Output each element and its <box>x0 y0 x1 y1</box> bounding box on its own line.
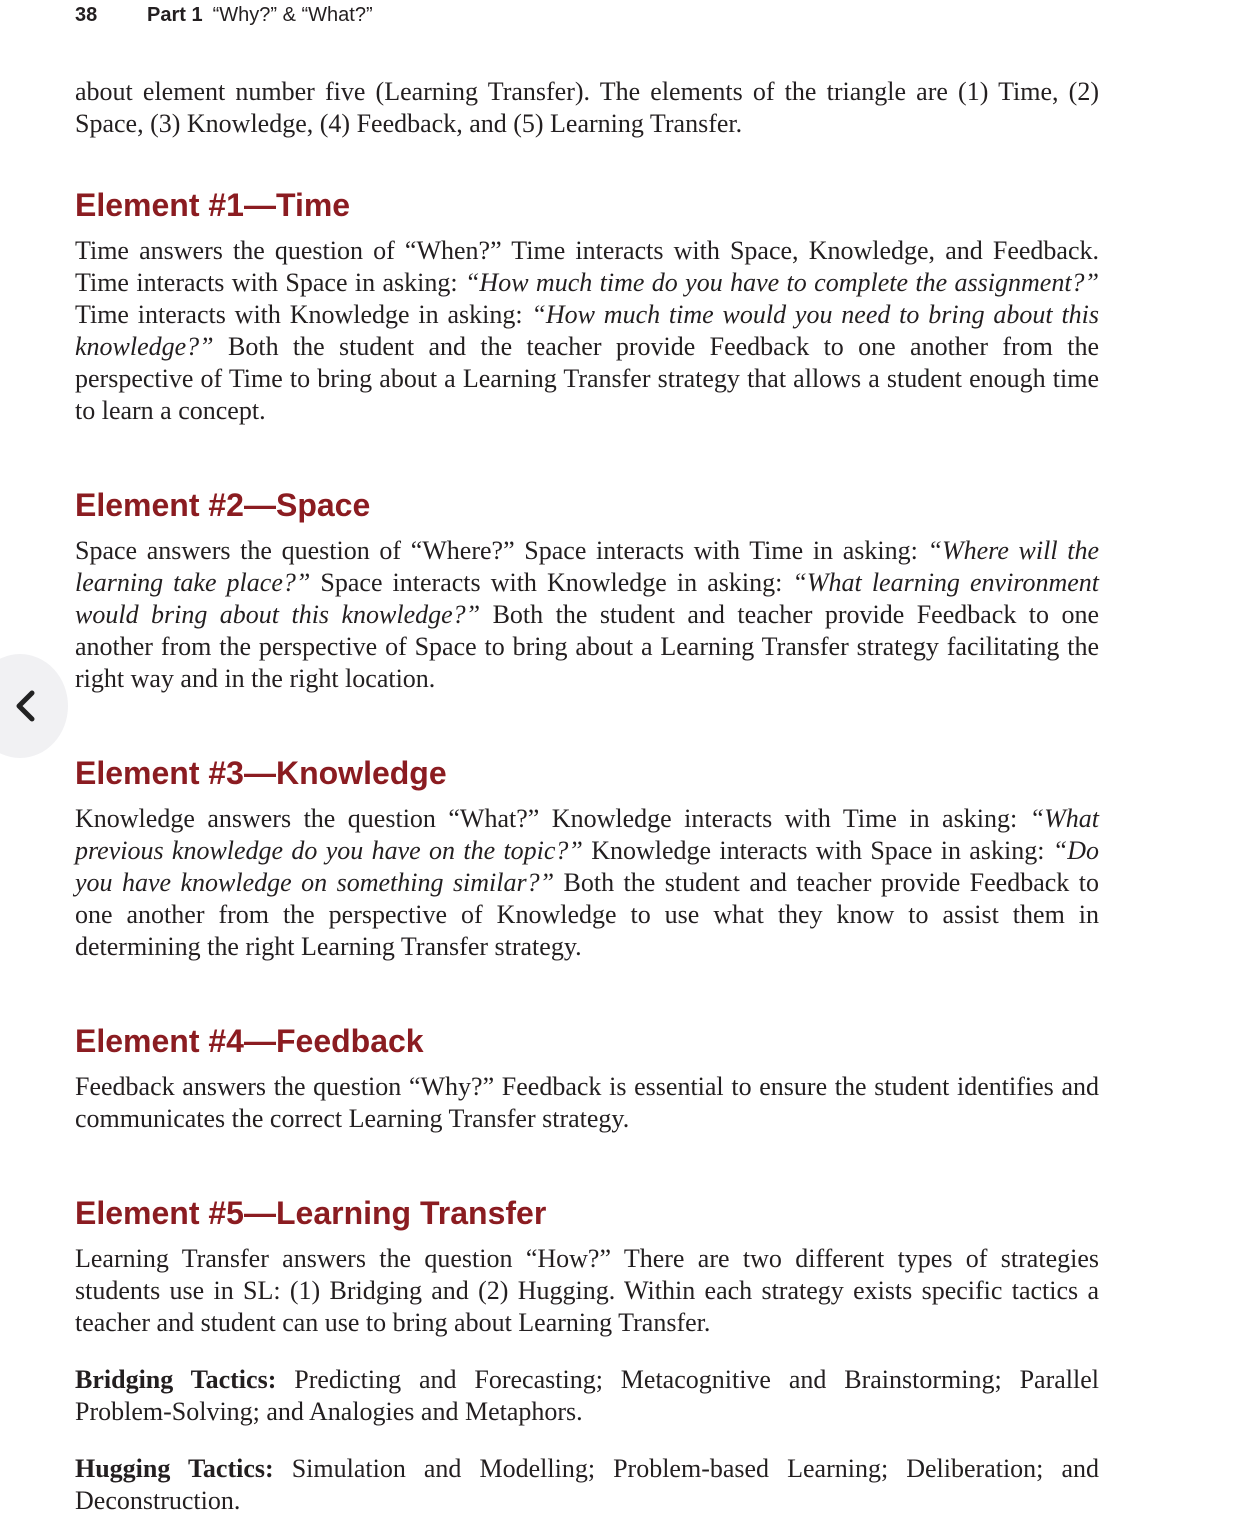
hugging-tactics-text: Simulation and Modelling; Problem-based Learning; Deliberation; and Deconstruction. <box>75 1454 1100 1515</box>
bridging-tactics-label: Bridging Tactics: <box>75 1365 277 1394</box>
paragraph-text: Knowledge answers the question “What?” Knowledge interacts with Time in asking: <box>75 804 1030 833</box>
quoted-question: “How much time would you need to bring about this knowledge?” <box>75 300 1100 361</box>
section-paragraph-time <box>75 235 1099 427</box>
paragraph-text: Learning Transfer answers the question “How?” There are two different types of strategies students use in SL: (1) Bridging and (2) Hugging. Within each strategy exists specific tactics a teacher and student can use to bring about Learning Transfer. <box>75 1244 1099 1337</box>
quoted-question: “Do you have knowledge on something similar?” <box>75 836 1099 897</box>
page-body <box>75 76 1099 1517</box>
paragraph-text: Knowledge interacts with Space in asking: <box>582 836 1053 865</box>
section-heading-feedback: Element #4—Feedback <box>75 1023 424 1059</box>
paragraph-text: Both the student and teacher provide Feedback to one another from the perspective of Knowledge to use what they know to assist them in determining the right Learning Transfer strategy. <box>75 868 1099 961</box>
section-paragraph-feedback <box>75 1071 1099 1135</box>
quoted-question: “Where will the learning take place?” <box>75 536 1099 597</box>
bridging-tactics-text: Predicting and Forecasting; Metacognitive and Brainstorming; Parallel Problem-Solving; and Analogies and Metaphors. <box>75 1365 1099 1426</box>
section-heading-learning-transfer: Element #5—Learning Transfer <box>75 1195 547 1231</box>
part-title: “Why?” & “What?” <box>212 4 373 26</box>
paragraph-text: Both the student and the teacher provide Feedback to one another from the perspective of Time to bring about a Learning Transfer strategy that allows a student enough time to learn a concept. <box>75 332 1099 425</box>
previous-page-button[interactable] <box>0 654 68 758</box>
quoted-question: “What previous knowledge do you have on the topic?” <box>75 804 1099 865</box>
paragraph-text: Space answers the question of “Where?” Space interacts with Time in asking: <box>75 536 928 565</box>
paragraph-text: Feedback answers the question “Why?” Feedback is essential to ensure the student identifies and communicates the correct Learning Transfer strategy. <box>75 1072 1099 1133</box>
section-paragraph-learning-transfer <box>75 1243 1099 1339</box>
section-heading-time: Element #1—Time <box>75 187 351 223</box>
intro-paragraph: about element number five (Learning Transfer). The elements of the triangle are (1) Time, (2) Space, (3) Knowledge, (4) Feedback, and (5) Learning Transfer. <box>75 77 1099 138</box>
paragraph-text: Space interacts with Knowledge in asking: <box>310 568 793 597</box>
paragraph-text: Both the student and teacher provide Feedback to one another from the perspective of Space to bring about a Learning Transfer strategy facilitating the right way and in the right location. <box>75 600 1099 693</box>
chevron-left-icon <box>14 690 38 722</box>
quoted-question: “How much time do you have to complete the assignment?” <box>464 268 1099 297</box>
paragraph-text: Time answers the question of “When?” Time interacts with Space, Knowledge, and Feedback. Time interacts with Space in asking: <box>75 236 1099 297</box>
running-head <box>75 2 373 28</box>
section-paragraph-space <box>75 535 1099 695</box>
section-heading-knowledge: Element #3—Knowledge <box>75 755 447 791</box>
page-number: 38 <box>75 4 98 26</box>
hugging-tactics-label: Hugging Tactics: <box>75 1454 274 1483</box>
part-label: Part 1 <box>147 4 203 26</box>
paragraph-text: Time interacts with Knowledge in asking: <box>75 300 532 329</box>
section-paragraph-knowledge <box>75 803 1099 963</box>
hugging-tactics <box>75 1453 1099 1517</box>
section-heading-space: Element #2—Space <box>75 487 371 523</box>
bridging-tactics <box>75 1364 1099 1428</box>
quoted-question: “What learning environment would bring about this knowledge?” <box>75 568 1099 629</box>
